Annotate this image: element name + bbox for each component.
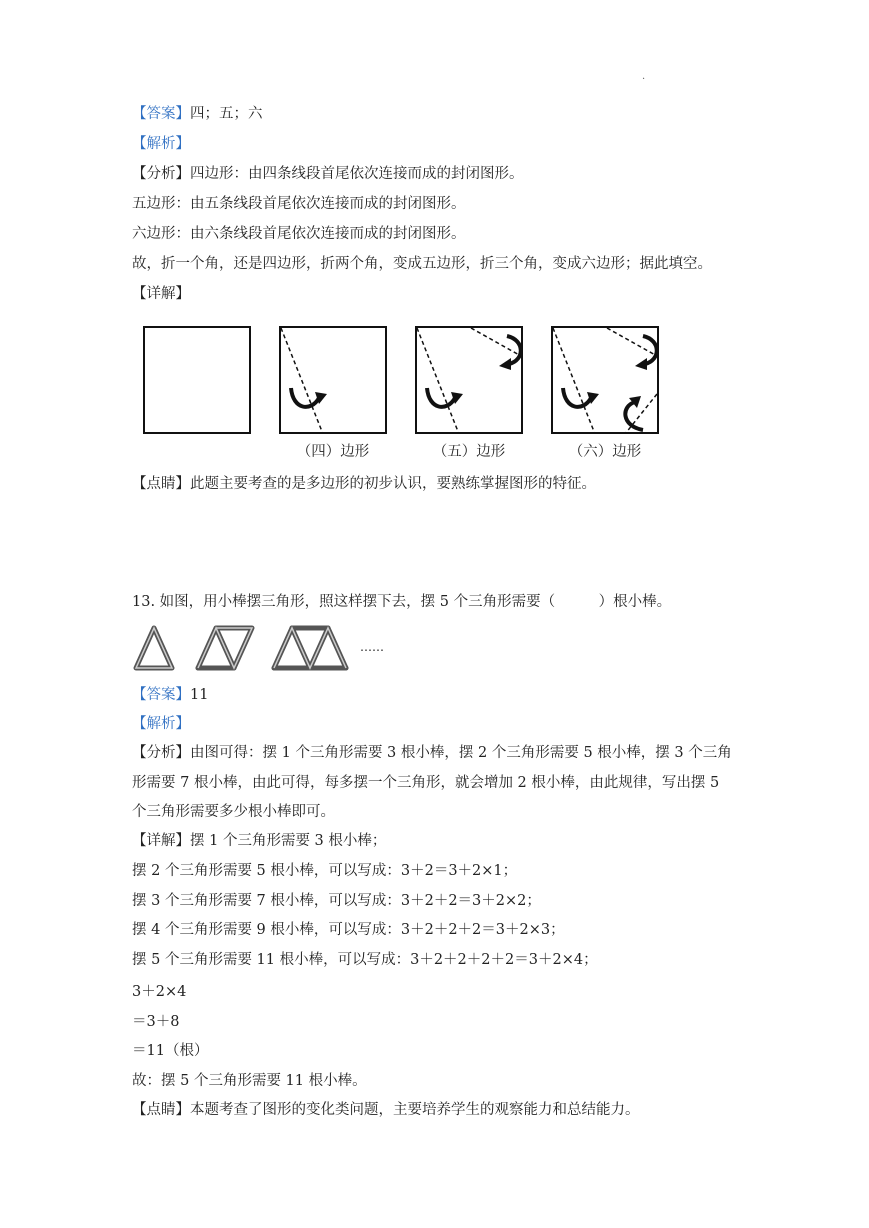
q13-detail-line3: 摆 3 个三角形需要 7 根小棒，可以写成：3＋2＋2＝3＋2×2； — [132, 893, 541, 909]
dianjing-text: 本题考查了图形的变化类问题，主要培养学生的观察能力和总结能力。 — [190, 1102, 640, 1118]
folding-figures — [143, 326, 663, 466]
q13-detail-line2: 摆 2 个三角形需要 5 根小棒，可以写成：3＋2＝3＋2×1； — [132, 863, 518, 879]
answer-tag: 【答案】 — [132, 687, 190, 703]
one-fold-figure — [279, 326, 387, 434]
two-fold-figure — [415, 326, 523, 434]
q13-calc-line3: ＝11（根） — [132, 1043, 209, 1059]
page-dot: · — [642, 74, 646, 85]
figure-caption-five: （五）边形 — [432, 444, 506, 460]
answer-text: 四；五；六 — [190, 106, 263, 122]
figure-caption-four: （四）边形 — [296, 444, 370, 460]
q13-analysis-line — [132, 714, 190, 734]
detail-text: 摆 1 个三角形需要 3 根小棒； — [190, 833, 387, 849]
fenxi-tag: 【分析】 — [132, 166, 190, 182]
analysis-tag: 【解析】 — [132, 136, 190, 152]
q13-calc-line1: 3＋2×4 — [132, 984, 187, 1000]
analysis-tag: 【解析】 — [132, 716, 190, 732]
q13-answer-line — [132, 685, 208, 705]
q12-conclusion-line: 故，折一个角，还是四边形，折两个角，变成五边形，折三个角，变成六边形；据此填空。 — [132, 256, 712, 272]
fenxi-text: 四边形：由四条线段首尾依次连接而成的封闭图形。 — [190, 166, 524, 182]
q13-dianjing-line — [132, 1100, 640, 1120]
dianjing-tag: 【点睛】 — [132, 1102, 190, 1118]
q13-detail-line5: 摆 5 个三角形需要 11 根小棒，可以写成：3＋2＋2＋2＋2＝3＋2×4； — [132, 952, 598, 968]
three-fold-figure — [551, 326, 659, 434]
sticks-ellipsis: …… — [360, 640, 384, 654]
q13-question: 13. 如图，用小棒摆三角形，照这样摆下去，摆 5 个三角形需要（ ）根小棒。 — [132, 594, 672, 610]
q12-answer-line — [132, 104, 263, 124]
dianjing-tag: 【点睛】 — [132, 476, 190, 492]
q12-hexagon-line: 六边形：由六条线段首尾依次连接而成的封闭图形。 — [132, 226, 466, 242]
q12-detail-line — [132, 284, 190, 304]
q13-calc-line2: ＝3＋8 — [132, 1014, 180, 1030]
q12-analysis-line — [132, 134, 190, 154]
detail-tag: 【详解】 — [132, 286, 190, 302]
q12-fenxi-line — [132, 164, 524, 184]
q13-detail-line1 — [132, 831, 386, 851]
answer-tag: 【答案】 — [132, 106, 190, 122]
q13-fenxi-line3: 个三角形需要多少根小棒即可。 — [132, 804, 335, 820]
q12-pentagon-line: 五边形：由五条线段首尾依次连接而成的封闭图形。 — [132, 196, 466, 212]
q13-conclusion: 故：摆 5 个三角形需要 11 根小棒。 — [132, 1073, 367, 1089]
figure-caption-six: （六）边形 — [568, 444, 642, 460]
q13-detail-line4: 摆 4 个三角形需要 9 根小棒，可以写成：3＋2＋2＋2＝3＋2×3； — [132, 922, 565, 938]
answer-text: 11 — [190, 687, 209, 703]
fenxi-text: 由图可得：摆 1 个三角形需要 3 根小棒，摆 2 个三角形需要 5 根小棒，摆 3 个三角 — [190, 745, 732, 761]
q13-fenxi-line2: 形需要 7 根小棒，由此可得，每多摆一个三角形，就会增加 2 根小棒，由此规律，写出摆 5 — [132, 775, 720, 791]
q12-dianjing-line — [132, 474, 596, 494]
square-figure — [143, 326, 251, 434]
dianjing-text: 此题主要考查的是多边形的初步认识，要熟练掌握图形的特征。 — [190, 476, 596, 492]
fenxi-tag: 【分析】 — [132, 745, 190, 761]
q13-fenxi-line1 — [132, 743, 732, 763]
detail-tag: 【详解】 — [132, 833, 190, 849]
